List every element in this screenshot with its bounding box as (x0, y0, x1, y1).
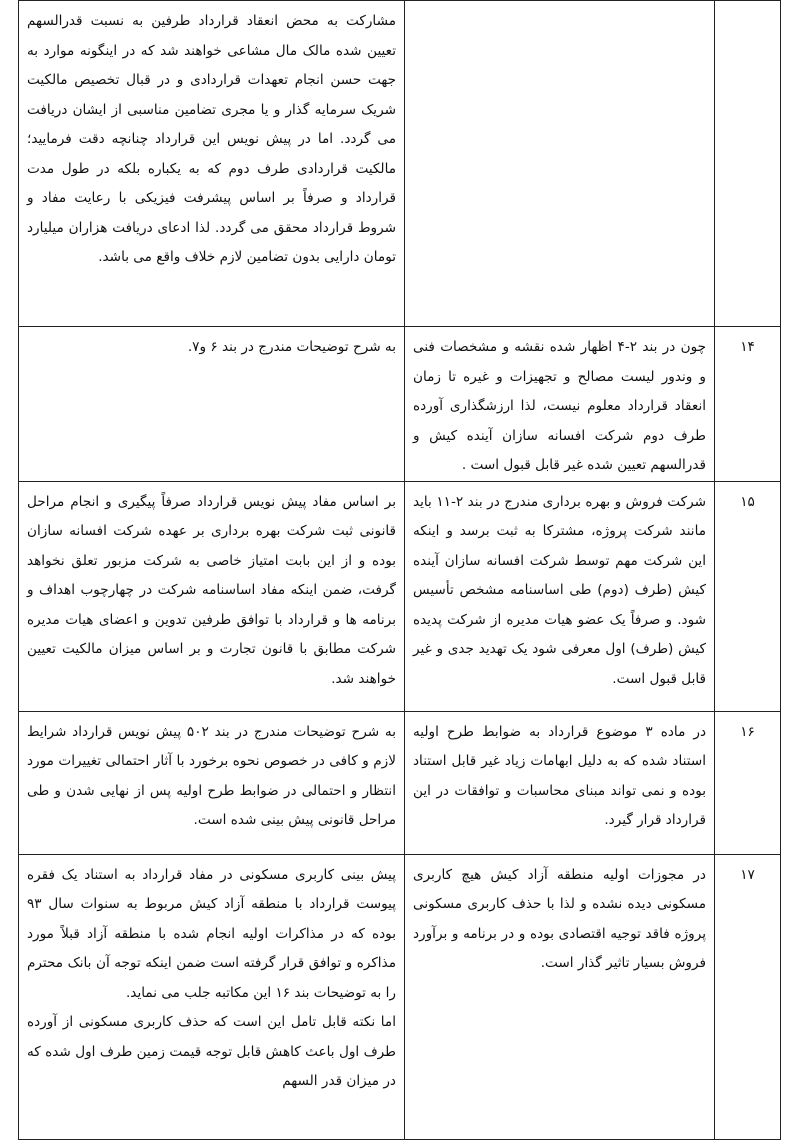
row-number: ۱۷ (715, 854, 781, 1139)
reply-cell: به شرح توضیحات مندرج در بند ۵۰۲ پیش نویس قرارداد شرایط لازم و کافی در خصوص نحوه برخورد با آثار احتمالی تغییرات مورد انتظار و احتمالی در ضوابط طرح اولیه پس از نهایی شدن و طی مراحل قانونی پیش بینی شده است. (19, 711, 405, 854)
reply-cell: بر اساس مفاد پیش نویس قرارداد صرفاً پیگیری و انجام مراحل قانونی ثبت شرکت بهره برداری بر عهده شرکت افسانه سازان بوده و از این بابت امتیاز خاصی به شرکت مزبور تعلق نخواهد گرفت، ضمن اینکه مفاد اساسنامه شرکت در چهارچوب اهداف و برنامه ها و قرارداد با توافق طرفین تدوین و اعضای هیات مدیره شرکت مطابق با قانون تجارت و بر اساس میزان مالکیت تعیین خواهند شد. (19, 481, 405, 711)
reply-cell: به شرح توضیحات مندرج در بند ۶ و۷. (19, 327, 405, 482)
issue-cell: چون در بند ۲-۴ اظهار شده نقشه و مشخصات فنی و وندور لیست مصالح و تجهیزات و غیره تا زمان انعقاد قرارداد معلوم نیست، لذا ارزشگذاری آورده طرف دوم شرکت افسانه سازان آینده کیش و قدرالسهم تعیین شده غیر قابل قبول است . (405, 327, 715, 482)
issue-cell: در ماده ۳ موضوع قرارداد به ضوابط طرح اولیه استناد شده که به دلیل ابهامات زیاد غیر قابل استناد بوده و نمی تواند مبنای محاسبات و توافقات در این قرارداد قرار گیرد. (405, 711, 715, 854)
reply-cell: مشارکت به محض انعقاد قرارداد طرفین به نسبت قدرالسهم تعیین شده مالک مال مشاعی خواهند شد که در اینگونه موارد به جهت حسن انجام تعهدات قراردادی و در قبال تخصیص مالکیت شریک سرمایه گذار و یا مجری تضامین مناسبی از ایشان دریافت می گردد. اما در پیش نویس این قرارداد چنانچه دقت فرمایید؛ مالکیت قراردادی طرف دوم که به یکباره بلکه در طول مدت قرارداد و صرفاً بر اساس پیشرفت فیزیکی با رعایت مفاد و شروط قرارداد محقق می گردد. لذا ادعای دریافت هزاران میلیارد تومان دارایی بدون تضامین لازم خلاف واقع می باشد. (19, 1, 405, 327)
row-number: ۱۶ (715, 711, 781, 854)
table-row (19, 854, 781, 1139)
row-number: ۱۴ (715, 327, 781, 482)
table-row (19, 327, 781, 482)
issue-cell: شرکت فروش و بهره برداری مندرج در بند ۲-۱۱ باید مانند شرکت پروژه، مشترکا به ثبت برسد و اینکه این شرکت مهم توسط شرکت افسانه سازان آینده کیش (طرف (دوم) طی اساسنامه مشخص تأسیس شود. و صرفاً یک عضو هیات مدیره از شرکت پدیده کیش (طرف) اول معرفی شود یک تهدید جدی و غیر قابل قبول است. (405, 481, 715, 711)
table-row (19, 711, 781, 854)
reply-cell (19, 854, 405, 1139)
issue-cell (405, 1, 715, 327)
reply-paragraph: پیش بینی کاربری مسکونی در مفاد قرارداد به استناد یک فقره پیوست قرارداد با منطقه آزاد کیش مربوط به سنوات سال ۹۳ بوده که در مذاکرات اولیه انجام شده با منطقه آزاد قبلاً مورد مذاکره و توافق قرار گرفته است ضمن اینکه توجه آن بانک محترم را به توضیحات بند ۱۶ این مکاتبه جلب می نماید. (27, 866, 396, 1001)
table-row (19, 481, 781, 711)
reply-paragraph: اما نکته قابل تامل این است که حذف کاربری مسکونی از آورده طرف اول باعث کاهش قابل توجه قیمت زمین طرف اول شده که در میزان قدر السهم (27, 1014, 396, 1089)
issue-cell: در مجوزات اولیه منطقه آزاد کیش هیچ کاربری مسکونی دیده نشده و لذا با حذف کاربری مسکونی پروژه فاقد توجیه اقتصادی بوده و در برنامه و برآورد فروش بسیار تاثیر گذار است. (405, 854, 715, 1139)
comments-table (18, 0, 781, 1140)
table-row (19, 1, 781, 327)
row-number: ۱۵ (715, 481, 781, 711)
row-number (715, 1, 781, 327)
